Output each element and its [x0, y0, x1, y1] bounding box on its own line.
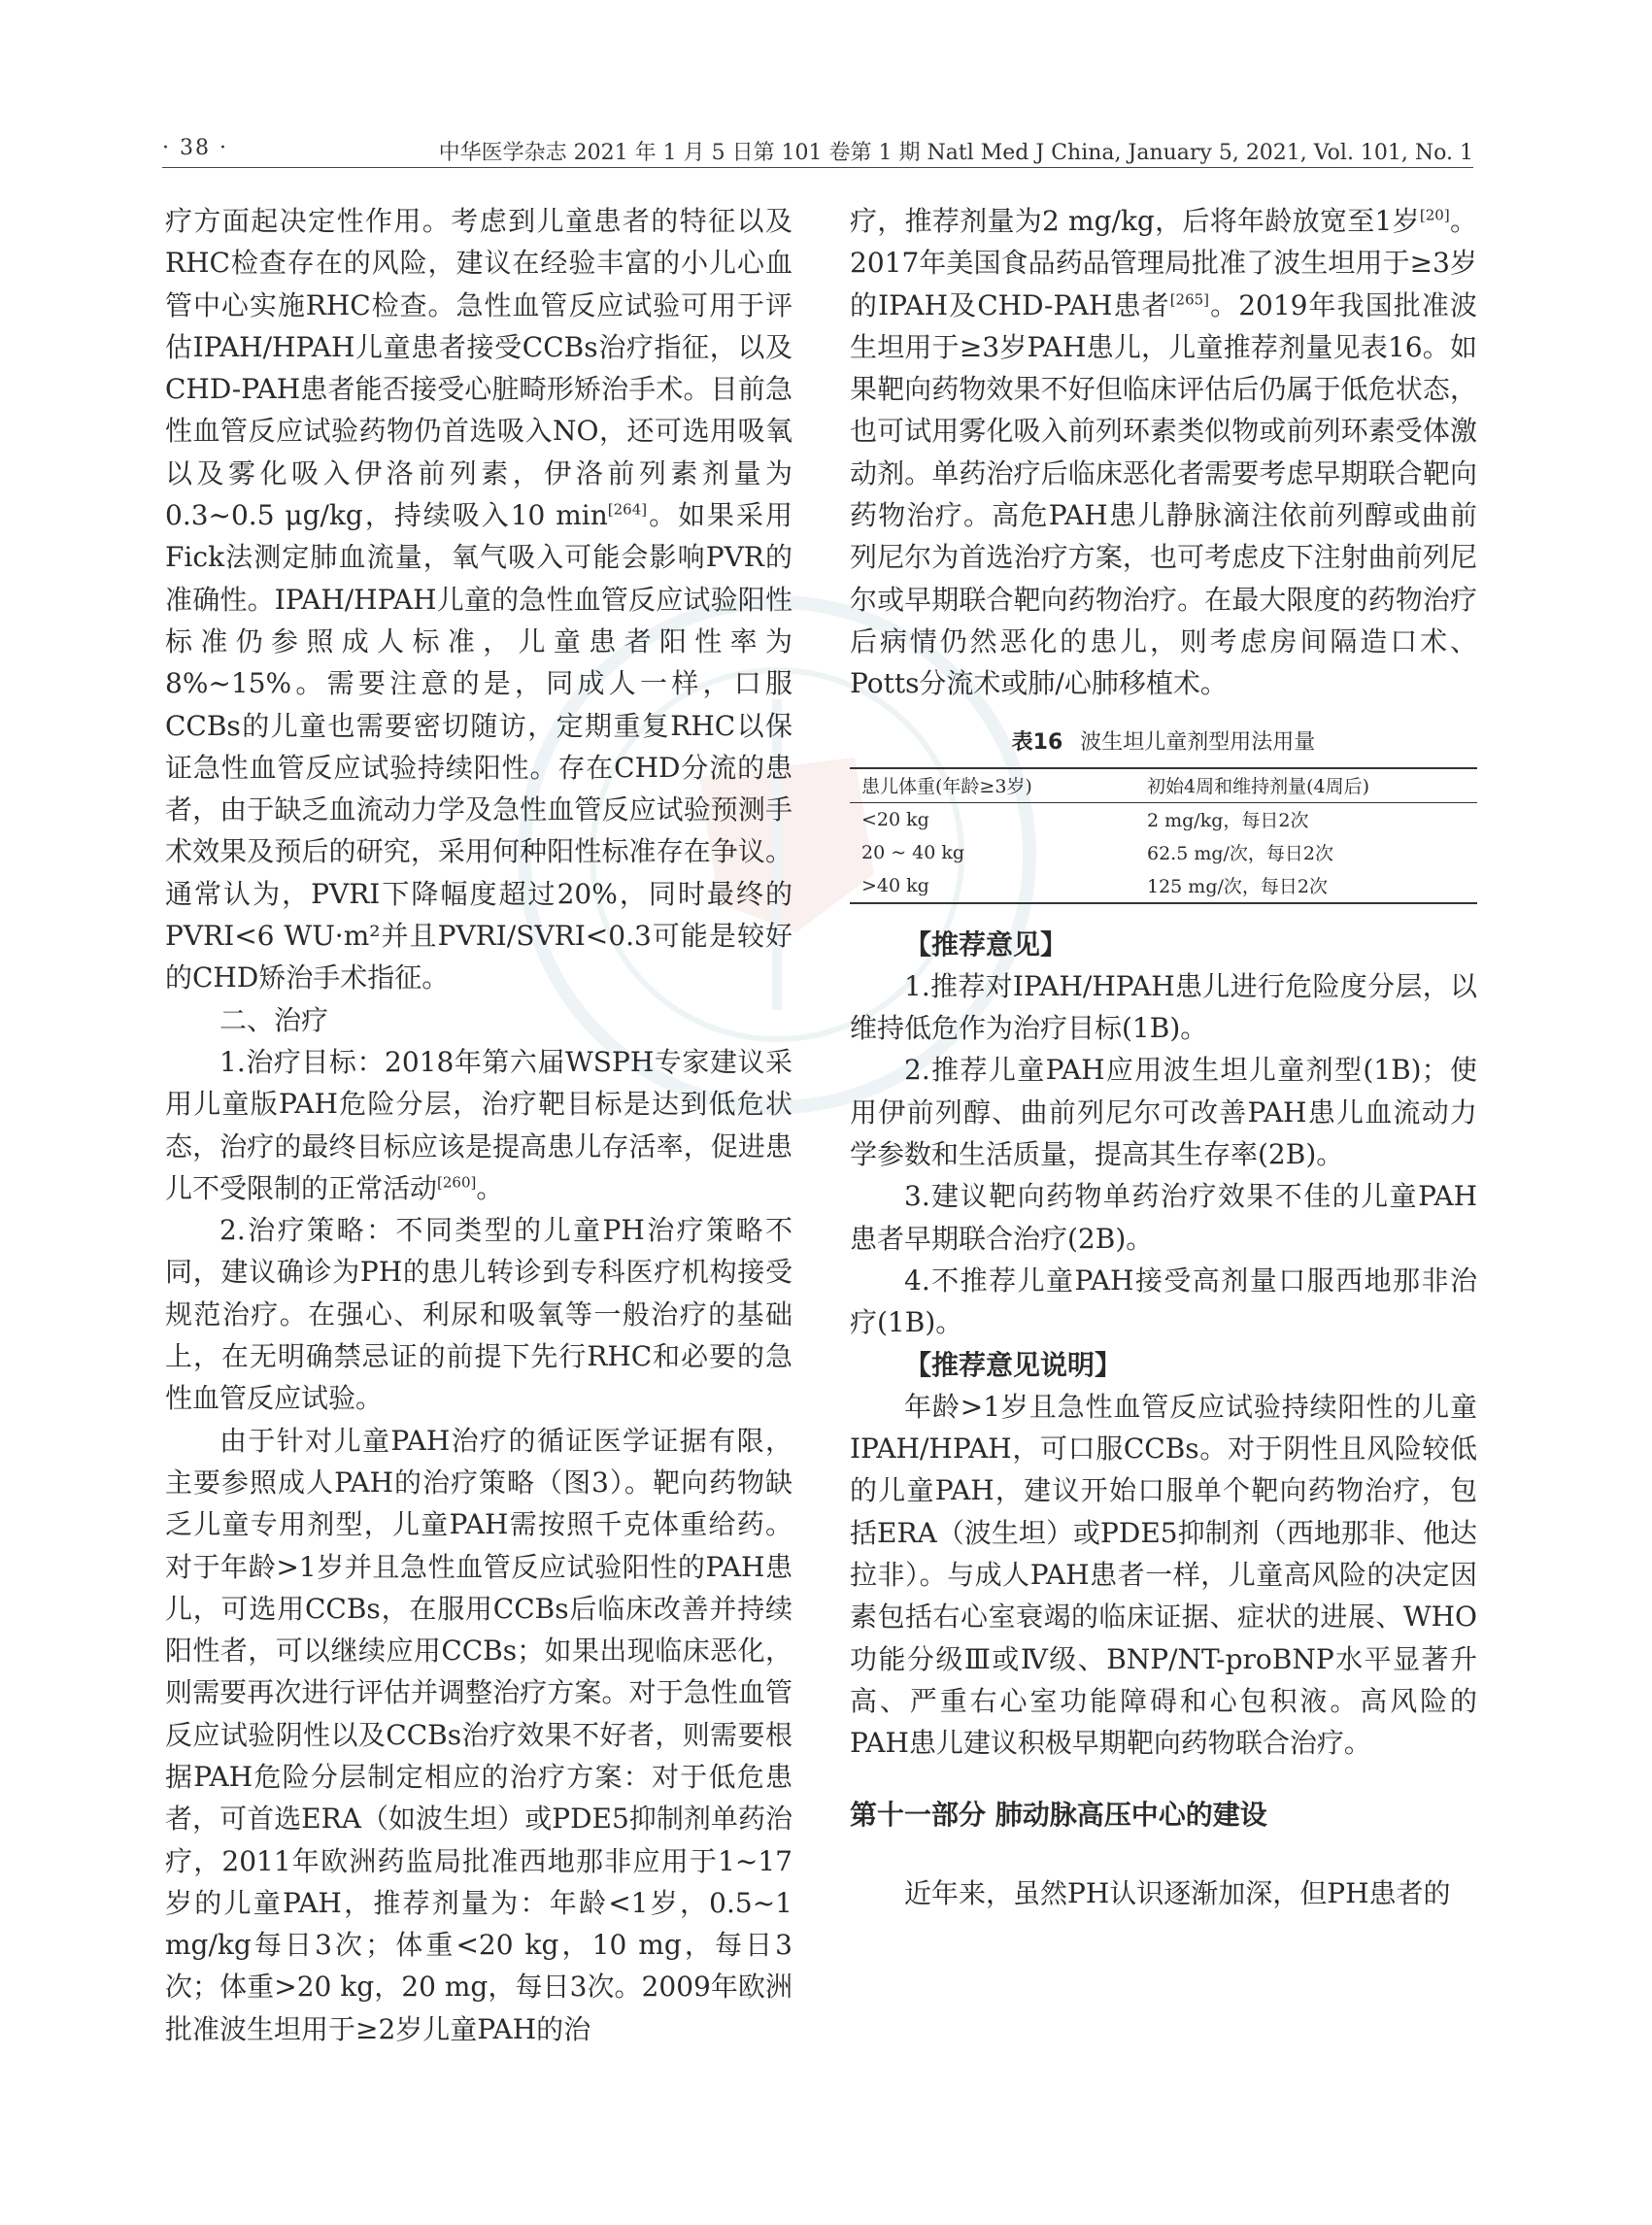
table-title: 波生坦儿童剂型用法用量 — [1080, 729, 1316, 755]
recommendation-2: 2.推荐儿童PAH应用波生坦儿童剂型(1B)；使用伊前列醇、曲前列尼尔可改善PAH患儿血流动力学参数和生活质量，提高其生存率(2B)。 — [850, 1054, 1477, 1171]
page-number: · 38 · — [162, 136, 228, 160]
table-cell: 2 mg/kg，每日2次 — [1147, 810, 1309, 832]
table-caption — [850, 726, 1477, 759]
citation-260[interactable]: [260] — [437, 1173, 477, 1192]
header-rule — [162, 167, 1473, 168]
page-header — [162, 130, 1473, 169]
table-cell: <20 kg — [861, 808, 929, 830]
recommendation-3: 3.建议靶向药物单药治疗效果不佳的儿童PAH患者早期联合治疗(2B)。 — [850, 1180, 1477, 1255]
right-paragraph-1: 疗，推荐剂量为2 mg/kg，后将年龄放宽至1岁[20]。2017年美国食品药品管理局批准了波生坦用于≥3岁的IPAH及CHD-PAH患者[265]。2019年我国批准波生坦用于≥3岁PAH患儿，儿童推荐剂量见表16。如果靶向药物效果不好但临床评估后仍属于低危状态，也可试用雾化吸入前列环素类似物或前列环素受体激动剂。单药治疗后临床恶化者需要考虑早期联合靶向药物治疗。高危PAH患儿静脉滴注依前列醇或曲前列尼尔为首选治疗方案，也可考虑皮下注射曲前列尼尔或早期联合靶向药物治疗。在最大限度的药物治疗后病情仍然恶化的患儿，则考虑房间隔造口术、Potts分流术或肺/心肺移植术。 — [850, 205, 1477, 700]
citation-265[interactable]: [265] — [1169, 290, 1210, 309]
section-title-treatment: 二、治疗 — [219, 1003, 329, 1036]
table-cell: >40 kg — [861, 874, 929, 896]
table-row — [850, 836, 1477, 869]
table-header-row — [850, 768, 1477, 803]
table-cell: 20 ~ 40 kg — [861, 841, 965, 863]
recommendation-4: 4.不推荐儿童PAH接受高剂量口服西地那非治疗(1B)。 — [850, 1264, 1477, 1339]
recommendation-1: 1.推荐对IPAH/HPAH患儿进行危险度分层，以维持低危作为治疗目标(1B)。 — [850, 969, 1477, 1045]
table-row — [850, 869, 1477, 903]
table-header-cell: 患儿体重(年龄≥3岁) — [861, 776, 1032, 798]
recommendation-heading: 【推荐意见】 — [904, 927, 1068, 961]
running-head: 中华医学杂志 2021 年 1 月 5 日第 101 卷第 1 期 Natl Med J China, January 5, 2021, Vol. 101, No. 1 — [438, 141, 1473, 165]
table-16 — [850, 726, 1477, 904]
treatment-goal-paragraph: 1.治疗目标：2018年第六届WSPH专家建议采用儿童版PAH危险分层，治疗靶目标是达到低危状态，治疗的最终目标应该是提高患儿存活率，促进患儿不受限制的正常活动[260]。 — [165, 1045, 792, 1204]
dosage-table — [850, 767, 1477, 904]
closing-paragraph: 近年来，虽然PH认识逐渐加深，但PH患者的 — [904, 1876, 1451, 1909]
right-column — [850, 200, 1477, 1914]
table-header-cell: 初始4周和维持剂量(4周后) — [1147, 776, 1370, 798]
table-row — [850, 802, 1477, 836]
left-column — [165, 200, 792, 2050]
part-eleven-title: 第十一部分 肺动脉高压中心的建设 — [850, 1798, 1267, 1831]
citation-264[interactable]: [264] — [607, 500, 648, 519]
treatment-strategy-paragraph: 2.治疗策略：不同类型的儿童PH治疗策略不同，建议确诊为PH的患儿转诊到专科医疗机构接受规范治疗。在强心、利尿和吸氧等一般治疗的基础上，在无明确禁忌证的前提下先行RHC和必要的急性血管反应试验。 — [165, 1214, 792, 1415]
citation-20[interactable]: [20] — [1419, 206, 1450, 224]
table-cell: 125 mg/次，每日2次 — [1147, 876, 1328, 898]
left-paragraph-1: 疗方面起决定性作用。考虑到儿童患者的特征以及RHC检查存在的风险，建议在经验丰富的小儿心血管中心实施RHC检查。急性血管反应试验可用于评估IPAH/HPAH儿童患者接受CCBs治疗指征，以及CHD-PAH患者能否接受心脏畸形矫治手术。目前急性血管反应试验药物仍首选吸入NO，还可选用吸氧以及雾化吸入伊洛前列素，伊洛前列素剂量为0.3~0.5 μg/kg，持续吸入10 min[264]。如果采用Fick法测定肺血流量，氧气吸入可能会影响PVR的准确性。IPAH/HPAH儿童的急性血管反应试验阳性标准仍参照成人标准，儿童患者阳性率为8%~15%。需要注意的是，同成人一样，口服CCBs的儿童也需要密切随访，定期重复RHC以保证急性血管反应试验持续阳性。存在CHD分流的患者，由于缺乏血流动力学及急性血管反应试验预测手术效果及预后的研究，采用何种阳性标准存在争议。通常认为，PVRI下降幅度超过20%，同时最终的PVRI<6 WU·m²并且PVRI/SVRI<0.3可能是较好的CHD矫治手术指征。 — [165, 205, 792, 995]
explanation-heading: 【推荐意见说明】 — [904, 1348, 1123, 1381]
evidence-paragraph: 由于针对儿童PAH治疗的循证医学证据有限，主要参照成人PAH的治疗策略（图3）。靶向药物缺乏儿童专用剂型，儿童PAH需按照千克体重给药。对于年龄>1岁并且急性血管反应试验阳性的PAH患儿，可选用CCBs，在服用CCBs后临床改善并持续阳性者，可以继续应用CCBs；如果出现临床恶化，则需要再次进行评估并调整治疗方案。对于急性血管反应试验阴性以及CCBs治疗效果不好者，则需要根据PAH危险分层制定相应的治疗方案：对于低危患者，可首选ERA（如波生坦）或PDE5抑制剂单药治疗，2011年欧洲药监局批准西地那非应用于1~17岁的儿童PAH，推荐剂量为：年龄<1岁，0.5~1 mg/kg每日3次；体重<20 kg，10 mg，每日3次；体重>20 kg，20 mg，每日3次。2009年欧洲批准波生坦用于≥2岁儿童PAH的治 — [165, 1424, 792, 2045]
table-label: 表16 — [1011, 729, 1063, 755]
table-cell: 62.5 mg/次，每日2次 — [1147, 843, 1334, 865]
explanation-paragraph: 年龄>1岁且急性血管反应试验持续阳性的儿童IPAH/HPAH，可口服CCBs。对于阴性且风险较低的儿童PAH，建议开始口服单个靶向药物治疗，包括ERA（波生坦）或PDE5抑制剂（西地那非、他达拉非）。与成人PAH患者一样，儿童高风险的决定因素包括右心室衰竭的临床证据、症状的进展、WHO功能分级Ⅲ或Ⅳ级、BNP/NT-proBNP水平显著升高、严重右心室功能障碍和心包积液。高风险的PAH患儿建议积极早期靶向药物联合治疗。 — [850, 1390, 1477, 1760]
